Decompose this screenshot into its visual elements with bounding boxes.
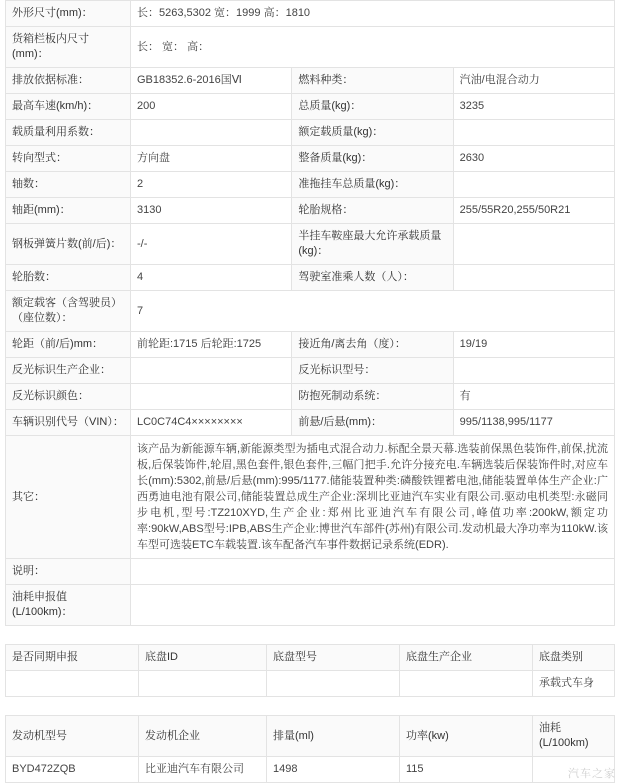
chassis-col-header: 底盘类别 bbox=[533, 645, 615, 671]
row-value-2: 255/55R20,255/50R21 bbox=[453, 198, 614, 224]
row-label: 反光标识颜色： bbox=[6, 384, 131, 410]
row-label: 轴数： bbox=[6, 172, 131, 198]
section-gap-1 bbox=[0, 626, 620, 644]
row-value: -/- bbox=[131, 224, 292, 265]
row-label: 反光标识生产企业： bbox=[6, 358, 131, 384]
row-label-2: 接近角/离去角（度）： bbox=[292, 332, 453, 358]
chassis-cell bbox=[139, 671, 267, 697]
row-value: LC0C74C4×××××××× bbox=[131, 410, 292, 436]
row-value: 前轮距:1715 后轮距:1725 bbox=[131, 332, 292, 358]
engine-cell: 1498 bbox=[267, 757, 400, 783]
row-value-2: 3235 bbox=[453, 94, 614, 120]
row-value-2: 有 bbox=[453, 384, 614, 410]
engine-cell: 比亚迪汽车有限公司 bbox=[139, 757, 267, 783]
row-label: 轮胎数： bbox=[6, 265, 131, 291]
row-value: 3130 bbox=[131, 198, 292, 224]
row-label-2: 半挂车鞍座最大允许承载质量(kg)： bbox=[292, 224, 453, 265]
row-label: 钢板弹簧片数(前/后)： bbox=[6, 224, 131, 265]
chassis-cell bbox=[267, 671, 400, 697]
table-row bbox=[6, 671, 615, 697]
table-row bbox=[6, 172, 615, 198]
section-gap-2 bbox=[0, 697, 620, 715]
table-row bbox=[6, 332, 615, 358]
fuel-value bbox=[131, 585, 615, 626]
engine-col-header: 发动机型号 bbox=[6, 716, 139, 757]
table-row bbox=[6, 224, 615, 265]
chassis-col-header: 底盘生产企业 bbox=[400, 645, 533, 671]
engine-col-header: 排量(ml) bbox=[267, 716, 400, 757]
chassis-table bbox=[5, 644, 615, 697]
table-header-row bbox=[6, 716, 615, 757]
row-label-2: 防抱死制动系统： bbox=[292, 384, 453, 410]
description-label: 说明： bbox=[6, 559, 131, 585]
engine-table-body bbox=[6, 716, 615, 783]
table-row bbox=[6, 757, 615, 783]
row-value-2 bbox=[453, 265, 614, 291]
row-label: 轴距(mm)： bbox=[6, 198, 131, 224]
chassis-cell bbox=[400, 671, 533, 697]
engine-table bbox=[5, 715, 615, 783]
table-row-description bbox=[6, 559, 615, 585]
row-label: 载质量利用系数： bbox=[6, 120, 131, 146]
row-label: 额定载客（含驾驶员）（座位数）： bbox=[6, 291, 131, 332]
row-label-2: 燃料种类： bbox=[292, 68, 453, 94]
row-label-2: 准拖挂车总质量(kg)： bbox=[292, 172, 453, 198]
table-header-row bbox=[6, 645, 615, 671]
description-value bbox=[131, 559, 615, 585]
engine-col-header: 功率(kw) bbox=[400, 716, 533, 757]
table-row bbox=[6, 265, 615, 291]
row-label-2: 轮胎规格： bbox=[292, 198, 453, 224]
row-label: 外形尺寸(mm)： bbox=[6, 1, 131, 27]
row-label: 排放依据标准： bbox=[6, 68, 131, 94]
row-label-2: 驾驶室准乘人数（人）： bbox=[292, 265, 453, 291]
chassis-cell bbox=[6, 671, 139, 697]
table-row bbox=[6, 410, 615, 436]
table-row bbox=[6, 384, 615, 410]
row-value bbox=[131, 384, 292, 410]
row-value-2 bbox=[453, 358, 614, 384]
table-row bbox=[6, 94, 615, 120]
row-value bbox=[131, 120, 292, 146]
row-value: 长： 宽： 高： bbox=[131, 27, 615, 68]
fuel-label: 油耗申报值(L/100km)： bbox=[6, 585, 131, 626]
row-label-2: 总质量(kg)： bbox=[292, 94, 453, 120]
chassis-col-header: 底盘型号 bbox=[267, 645, 400, 671]
row-value-2: 2630 bbox=[453, 146, 614, 172]
row-label: 车辆识别代号（VIN）： bbox=[6, 410, 131, 436]
other-value: 该产品为新能源车辆,新能源类型为插电式混合动力.标配全景天幕.选装前保黑色装饰件,前保,扰流板,后保装饰件,轮眉,黑色套件,银色套件,三幅门把手.允许分接充电.车辆选装后保装饰件时,对应车长(mm):5302,前悬/后悬(mm):995/1177.储能装置种类:磷酸铁锂蓄电池,储能装置单体生产企业:广西勇迪电池有限公司,储能装置总成生产企业:深圳比亚迪汽车实业有限公司.驱动电机类型:永磁同步电机,型号:TZ210XYD,生产企业:郑州比亚迪汽车有限公司,峰值功率:200kW,额定功率:90kW,ABS型号:IPB,ABS生产企业:博世汽车部件(苏州)有限公司.发动机最大净功率为110kW.该车型可选装ETC车载装置.该车配备汽车事件数据记录系统(EDR). bbox=[131, 436, 615, 559]
other-label: 其它： bbox=[6, 436, 131, 559]
table-row bbox=[6, 198, 615, 224]
row-label: 货箱栏板内尺寸(mm)： bbox=[6, 27, 131, 68]
row-value-2 bbox=[453, 172, 614, 198]
table-row bbox=[6, 27, 615, 68]
chassis-cell: 承载式车身 bbox=[533, 671, 615, 697]
row-label-2: 整备质量(kg)： bbox=[292, 146, 453, 172]
row-value: 方向盘 bbox=[131, 146, 292, 172]
watermark-label: 汽车之家 bbox=[568, 768, 616, 780]
row-value: 2 bbox=[131, 172, 292, 198]
row-value: 4 bbox=[131, 265, 292, 291]
engine-cell: 115 bbox=[400, 757, 533, 783]
row-label: 轮距（前/后)mm： bbox=[6, 332, 131, 358]
row-value-2: 汽油/电混合动力 bbox=[453, 68, 614, 94]
table-row bbox=[6, 120, 615, 146]
row-value: 7 bbox=[131, 291, 615, 332]
row-label-2: 前悬/后悬(mm)： bbox=[292, 410, 453, 436]
row-value-2 bbox=[453, 120, 614, 146]
chassis-col-header: 是否同期申报 bbox=[6, 645, 139, 671]
row-value bbox=[131, 358, 292, 384]
table-row-fuel bbox=[6, 585, 615, 626]
table-row bbox=[6, 1, 615, 27]
row-value: 长：5263,5302 宽：1999 高：1810 bbox=[131, 1, 615, 27]
main-spec-body bbox=[6, 1, 615, 626]
row-label-2: 额定载质量(kg)： bbox=[292, 120, 453, 146]
row-value: GB18352.6-2016国Ⅵ bbox=[131, 68, 292, 94]
table-row bbox=[6, 68, 615, 94]
engine-col-header: 油耗(L/100km) bbox=[533, 716, 615, 757]
row-label: 转向型式： bbox=[6, 146, 131, 172]
chassis-col-header: 底盘ID bbox=[139, 645, 267, 671]
table-row bbox=[6, 146, 615, 172]
row-value: 200 bbox=[131, 94, 292, 120]
engine-col-header: 发动机企业 bbox=[139, 716, 267, 757]
engine-cell: BYD472ZQB bbox=[6, 757, 139, 783]
main-spec-table bbox=[5, 0, 615, 626]
row-label-2: 反光标识型号： bbox=[292, 358, 453, 384]
table-row bbox=[6, 358, 615, 384]
row-value-2: 19/19 bbox=[453, 332, 614, 358]
row-value-2: 995/1138,995/1177 bbox=[453, 410, 614, 436]
table-row bbox=[6, 291, 615, 332]
chassis-table-body bbox=[6, 645, 615, 697]
table-row-other bbox=[6, 436, 615, 559]
row-label: 最高车速(km/h)： bbox=[6, 94, 131, 120]
row-value-2 bbox=[453, 224, 614, 265]
